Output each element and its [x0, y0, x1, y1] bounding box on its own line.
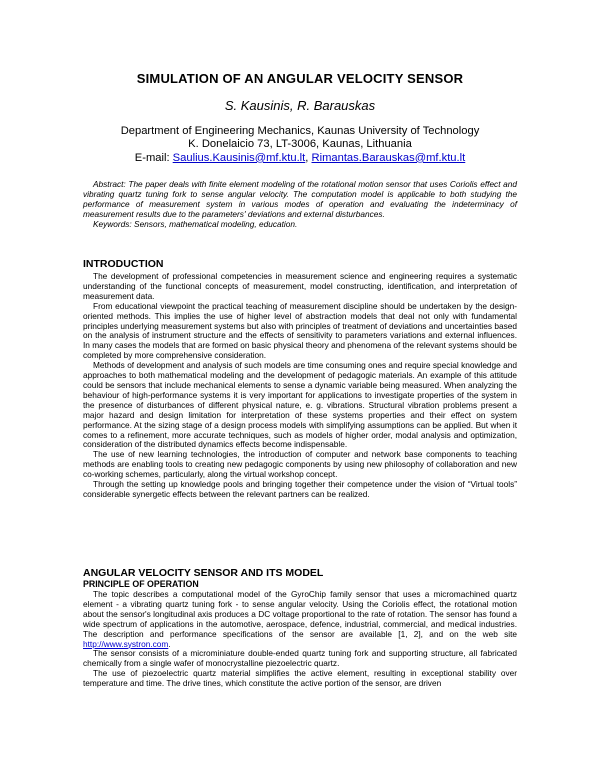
principle-text: The topic describes a computational model of the GyroChip family sensor that uses a micromachined quartz element - a vibrating quartz tuning fork - to sense angular velocity. Using the Coriolis effect, the rotational motion about the sensor's longitudinal axis produces a DC voltage proportional to the rate of rotation. The sensor has found a wide spectrum of applications in the automotive, aerospace, defence, industrial, commercial, and medical industries. The description and performance specifications of the sensor are available [1, 2], and on the web site: [83, 589, 517, 639]
affiliation-department: Department of Engineering Mechanics, Kaunas University of Technology: [120, 125, 480, 137]
intro-paragraph: From educational viewpoint the practical teaching of measurement discipline should be undertaken by the design-oriented methods. This implies the use of higher level of abstraction models that deal not only with fundamental principles underlying measurement systems but also with principles of treatment of deviations and uncertainties based on the analysis of instrument structure and the effects of sensitivity to parameters variations and external influences. In many cases the models that are formed on basic physical theory and phenomena of the relevant systems should be completed by more comprehensive consideration.: [83, 300, 517, 361]
introduction-body: [83, 272, 517, 500]
principle-text-end: .: [168, 638, 171, 649]
paper-authors: S. Kausinis, R. Barauskas: [224, 98, 376, 113]
principle-paragraph: The sensor consists of a microminiature double-ended quartz tuning fork and supporting structure, all fabricated chemically from a single wafer of monocrystalline piezoelectric quartz.: [83, 648, 517, 669]
email-link-kausinis[interactable]: Saulius.Kausinis@mf.ktu.lt: [172, 151, 306, 164]
intro-paragraph: The use of new learning technologies, the introduction of computer and network base components to teaching methods are enabling tools to creating new pedagogic components by using new philosophy of collaboration and new co-working schemes, particularly, along the virtual workshop concept.: [83, 449, 517, 480]
principle-body: [83, 590, 517, 689]
email-link-barauskas[interactable]: Rimantas.Barauskas@mf.ktu.lt: [311, 151, 466, 164]
email-label: E-mail:: [134, 151, 173, 164]
abstract-block: [83, 180, 517, 230]
intro-paragraph: The development of professional competencies in measurement science and engineering requires a systematic understanding of the functional concepts of measurement, model constructing, identification, and interpretation of measurement data.: [83, 271, 517, 301]
keywords-text: Keywords: Sensors, mathematical modeling, education.: [93, 218, 298, 229]
principle-paragraph: The use of piezoelectric quartz material simplifies the active element, resulting in exceptional stability over temperature and time. The drive tines, which constitute the active portion of the sensor, are driven: [83, 668, 517, 689]
intro-paragraph: Methods of development and analysis of such models are time consuming ones and require special knowledge and approaches to both mathematical modeling and the development of pedagogic materials. An example of this attitude could be sensors that include mechanical elements to sense a dynamic variable being measured. When analyzing the behaviour of high-performance systems it is very important for applications to investigate properties of the system in the presence of disturbances of different physical nature, e. g. vibrations. Structural vibration problems present a major hazard and design limitation for interpretation of these systems properties and their effect on system performance. At the sizing stage of a design process models with simplifying assumptions can be applied. But when it comes to a refinement, more accurate techniques, such as models of higher order, modal analysis and optimization, consideration of the distributed dynamics effects become indispensable.: [83, 360, 517, 450]
affiliation-emails: [0, 152, 600, 165]
section-heading-sensor-model: ANGULAR VELOCITY SENSOR AND ITS MODEL: [83, 567, 324, 579]
affiliation-address: K. Donelaicio 73, LT-3006, Kaunas, Lithuania: [188, 138, 412, 151]
abstract-text: Abstract: The paper deals with finite element modeling of the rotational motion sensor that uses Coriolis effect and vibrating quartz tuning fork to sense angular velocity. The computation model is applicable to both studying the performance of measurement system in various modes of operation and evaluating the indeterminacy of measurement results due to the parameters' deviations and external disturbances.: [83, 179, 517, 219]
intro-paragraph: Through the setting up knowledge pools and bringing together their competence under the vision of “Virtual tools” considerable synergetic effects between the relevant partners can be realized.: [83, 479, 517, 499]
systron-link[interactable]: http://www.systron.com: [83, 638, 169, 649]
email-separator: ,: [305, 151, 312, 164]
section-heading-introduction: INTRODUCTION: [83, 258, 164, 270]
paper-title: SIMULATION OF AN ANGULAR VELOCITY SENSOR: [136, 71, 464, 86]
subsection-heading-principle: PRINCIPLE OF OPERATION: [83, 579, 199, 589]
principle-paragraph: [83, 590, 517, 649]
affiliation-block: [0, 125, 600, 165]
